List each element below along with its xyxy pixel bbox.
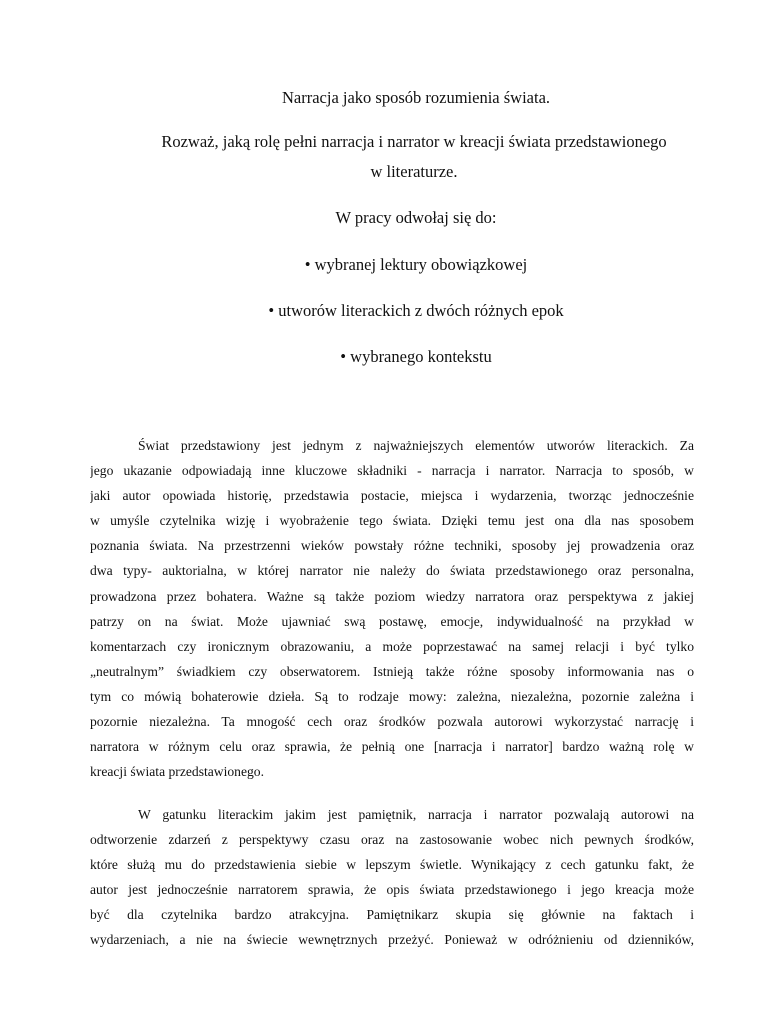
paragraph-line: autor jest jednocześnie narratorem sprawia, że opis świata przedstawionego i jego kreacja może <box>90 882 694 898</box>
bullet-item: • wybranego kontekstu <box>340 347 492 366</box>
body-paragraph-2 <box>90 802 694 953</box>
paragraph-line: poznania świata. Na przestrzenni wieków powstały różne techniki, sposoby jej prowadzenia oraz <box>90 538 694 554</box>
references-intro: W pracy odwołaj się do: <box>335 208 497 227</box>
paragraph-line: w umyśle czytelnika wizję i wyobrażenie tego świata. Dzięki temu jest ona dla nas sposobem <box>90 513 694 529</box>
essay-title: Narracja jako sposób rozumienia świata. <box>281 88 551 107</box>
paragraph-line: W gatunku literackim jakim jest pamiętnik, narracja i narrator pozwalają autorowi na <box>138 807 694 822</box>
paragraph-line: narratora w różnym celu oraz sprawia, że pełnią one [narracja i narrator] bardzo ważną rolę w <box>90 739 694 755</box>
paragraph-line: Świat przedstawiony jest jednym z najważniejszych elementów utworów literackich. Za <box>138 438 694 453</box>
paragraph-line: kreacji świata przedstawionego. <box>90 764 265 780</box>
paragraph-line: które służą mu do przedstawienia siebie w lepszym świetle. Wynikający z cech gatunku fakt, że <box>90 857 694 873</box>
body-paragraph-1 <box>90 433 694 784</box>
paragraph-line: jego ukazanie odpowiadają inne kluczowe składniki - narracja i narrator. Narracja to sposób, w <box>90 463 694 479</box>
paragraph-line: „neutralnym” świadkiem czy obserwatorem. Istnieją także różne sposoby informowania nas o <box>90 663 694 679</box>
bullet-item: • wybranej lektury obowiązkowej <box>304 255 528 274</box>
paragraph-line: odtworzenie zdarzeń z perspektywy czasu oraz na zastosowanie wobec nich pewnych środków, <box>90 832 694 848</box>
paragraph-line: być dla czytelnika bardzo atrakcyjna. Pamiętnikarz skupia się głównie na faktach i <box>90 907 694 923</box>
paragraph-line: pozornie niezależna. Ta mnogość cech oraz środków pozwala autorowi wykorzystać narrację i <box>90 714 694 730</box>
paragraph-line: patrzy on na świat. Może ujawniać swą postawę, emocje, indywidualność na przykład w <box>90 613 694 629</box>
essay-prompt-line-2: w literaturze. <box>370 162 458 181</box>
paragraph-line: komentarzach czy ironicznym obrazowaniu, a może poprzestawać na samej relacji i być tylko <box>90 638 694 654</box>
paragraph-line: prowadzona przez bohatera. Ważne są także poziom wiedzy narratora oraz perspektywa z jakiej <box>90 588 694 604</box>
paragraph-line: jaki autor opowiada historię, przedstawia postacie, miejsca i wydarzenia, tworząc jednocześnie <box>90 488 694 504</box>
paragraph-line: dwa typy- auktorialna, w której narrator nie należy do świata przedstawionego oraz personalna, <box>90 563 694 579</box>
essay-prompt-line-1: Rozważ, jaką rolę pełni narracja i narrator w kreacji świata przedstawionego <box>161 132 667 151</box>
paragraph-line: tym co mówią bohaterowie dzieła. Są to rodzaje mowy: zależna, niezależna, pozornie zależna i <box>90 688 694 704</box>
paragraph-line: wydarzeniach, a nie na świecie wewnętrznych przeżyć. Ponieważ w odróżnieniu od dzienników, <box>90 932 694 948</box>
bullet-item: • utworów literackich z dwóch różnych epok <box>268 301 564 320</box>
